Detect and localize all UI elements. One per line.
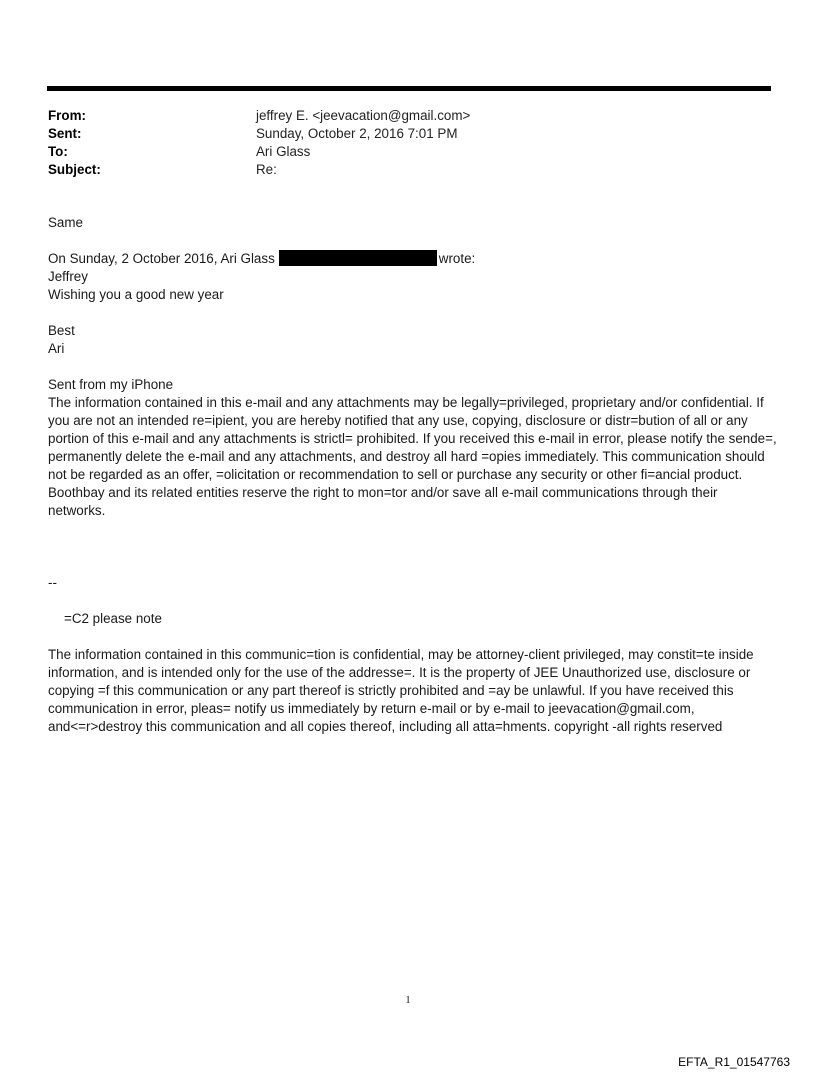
from-row: [48, 107, 470, 125]
sent-row: [48, 125, 470, 143]
note-line: =C2 please note: [64, 611, 162, 626]
separator: --: [48, 575, 57, 590]
quote-intro: [48, 250, 778, 268]
sent-value: Sunday, October 2, 2016 7:01 PM: [256, 126, 458, 141]
subject-label: Subject:: [48, 162, 101, 177]
redaction-box: [279, 250, 437, 266]
to-row: [48, 143, 470, 161]
subject-value: Re:: [256, 162, 277, 177]
document-id: EFTA_R1_01547763: [678, 1055, 790, 1069]
header-rule: [47, 86, 771, 91]
sent-label: Sent:: [48, 126, 82, 141]
to-label: To:: [48, 144, 68, 159]
email-body: [48, 214, 778, 736]
to-value: Ari Glass: [256, 144, 311, 159]
disclaimer-2: The information contained in this communic=tion is confidential, may be attorney-client privileged, may constit=te inside information, and is intended only for the use of the addresse=. It is the property of JEE Unauthorized use, disclosure or copying =f this communication or any part thereof is strictly prohibited and =ay be unlawful. If you have received this communication in error, pleas= notify us immediately by return e-mail or by e-mail to jeevacation@gmail.com, and<=r>destroy this communication and all copies thereof, including all atta=hments. copyright -all rights reserved: [48, 647, 754, 734]
reply-text: Same: [48, 215, 83, 230]
disclaimer-1: The information contained in this e-mail and any attachments may be legally=privileged, proprietary and/or confidential. If you are not an intended re=ipient, you are hereby notified that any use, copying, disclosure or distr=bution of all or any portion of this e-mail and any attachments is strictl= prohibited. If you received this e-mail in error, please notify the sende=, permanently delete the e-mail and any attachments, and destroy all hard =opies immediately. This communication should not be regarded as an offer, =olicitation or recommendation to sell or purchase any security or other fi=ancial product. Boothbay and its related entities reserve the right to mon=tor and/or save all e-mail communications through their networks.: [48, 395, 777, 518]
quote-message: Wishing you a good new year: [48, 287, 224, 302]
quote-greeting: Jeffrey: [48, 269, 88, 284]
quote-intro-before: On Sunday, 2 October 2016, Ari Glass: [48, 251, 275, 266]
page-number: 1: [405, 994, 411, 1006]
subject-row: [48, 161, 470, 179]
from-label: From:: [48, 108, 86, 123]
from-value: jeffrey E. <jeevacation@gmail.com>: [256, 108, 471, 123]
sent-from: Sent from my iPhone: [48, 377, 174, 392]
email-header: [48, 107, 470, 179]
quote-intro-after: wrote:: [438, 251, 476, 266]
signoff: Best: [48, 323, 75, 338]
signer: Ari: [48, 341, 65, 356]
